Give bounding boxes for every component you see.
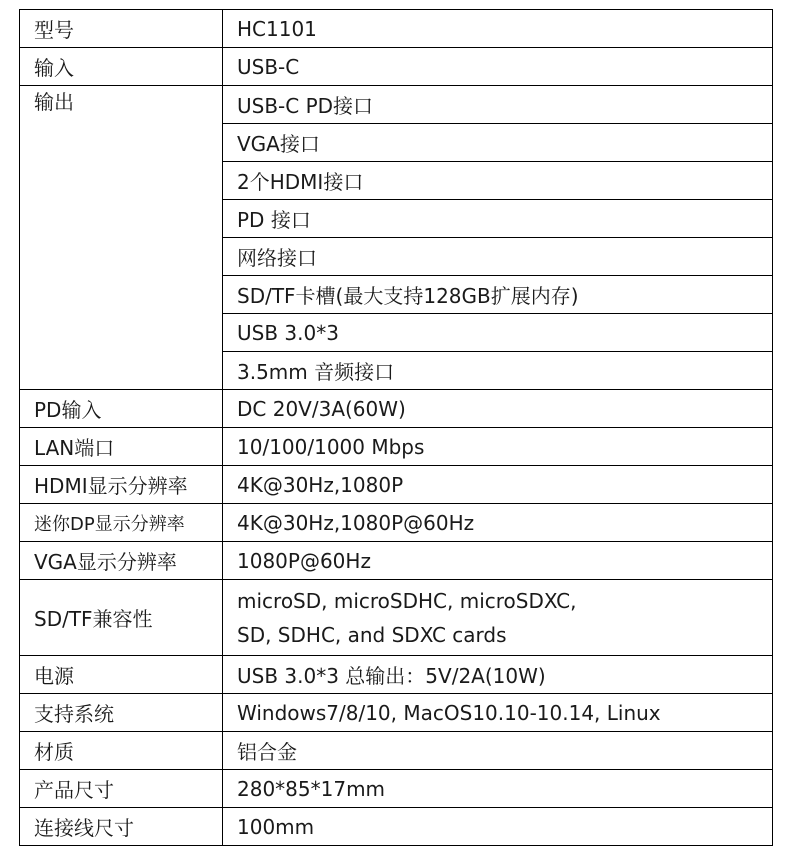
row-label-output: 输出: [20, 86, 223, 390]
row-label-os: 支持系统: [20, 694, 223, 732]
table-row: [20, 694, 773, 732]
spec-table: [19, 9, 773, 846]
row-value-hdmi-res: 4K@30Hz,1080P: [223, 466, 773, 504]
row-value-minidp-res: 4K@30Hz,1080P@60Hz: [223, 504, 773, 542]
table-row: [20, 428, 773, 466]
row-value-pd-input: DC 20V/3A(60W): [223, 390, 773, 428]
table-row: [20, 466, 773, 504]
sdtf-compat-line-2: SD, SDHC, and SDXC cards: [237, 622, 507, 647]
row-label-material: 材质: [20, 732, 223, 770]
row-value-lan: 10/100/1000 Mbps: [223, 428, 773, 466]
output-item: 3.5mm 音频接口: [223, 352, 773, 390]
output-item: 2个HDMI接口: [223, 162, 773, 200]
row-label-model: 型号: [20, 10, 223, 48]
row-value-power: USB 3.0*3 总输出：5V/2A(10W): [223, 656, 773, 694]
row-label-pd-input: PD输入: [20, 390, 223, 428]
row-label-size: 产品尺寸: [20, 770, 223, 808]
row-value-model: HC1101: [223, 10, 773, 48]
output-item: VGA接口: [223, 124, 773, 162]
table-row: [20, 732, 773, 770]
table-row: [20, 10, 773, 48]
output-item: USB-C PD接口: [223, 86, 773, 124]
output-item: USB 3.0*3: [223, 314, 773, 352]
output-item: SD/TF卡槽(最大支持128GB扩展内存): [223, 276, 773, 314]
row-label-hdmi-res: HDMI显示分辨率: [20, 466, 223, 504]
row-label-power: 电源: [20, 656, 223, 694]
row-label-cable: 连接线尺寸: [20, 808, 223, 846]
row-value-vga-res: 1080P@60Hz: [223, 542, 773, 580]
row-value-os: Windows7/8/10, MacOS10.10-10.14, Linux: [223, 694, 773, 732]
row-label-sdtf-compat: SD/TF兼容性: [20, 580, 223, 656]
sdtf-compat-line-1: microSD, microSDHC, microSDXC,: [237, 588, 577, 613]
row-label-minidp-res: 迷你DP显示分辨率: [20, 504, 223, 542]
output-item: 网络接口: [223, 238, 773, 276]
row-label-input: 输入: [20, 48, 223, 86]
row-value-size: 280*85*17mm: [223, 770, 773, 808]
table-row: [20, 542, 773, 580]
table-row: [20, 580, 773, 656]
table-row: [20, 86, 773, 124]
table-row: [20, 390, 773, 428]
row-label-vga-res: VGA显示分辨率: [20, 542, 223, 580]
output-item: PD 接口: [223, 200, 773, 238]
table-row: [20, 656, 773, 694]
table-row: [20, 48, 773, 86]
table-row: [20, 504, 773, 542]
row-value-cable: 100mm: [223, 808, 773, 846]
row-value-material: 铝合金: [223, 732, 773, 770]
row-value-sdtf-compat: [223, 580, 773, 656]
table-row: [20, 770, 773, 808]
row-value-input: USB-C: [223, 48, 773, 86]
table-row: [20, 808, 773, 846]
row-label-lan: LAN端口: [20, 428, 223, 466]
